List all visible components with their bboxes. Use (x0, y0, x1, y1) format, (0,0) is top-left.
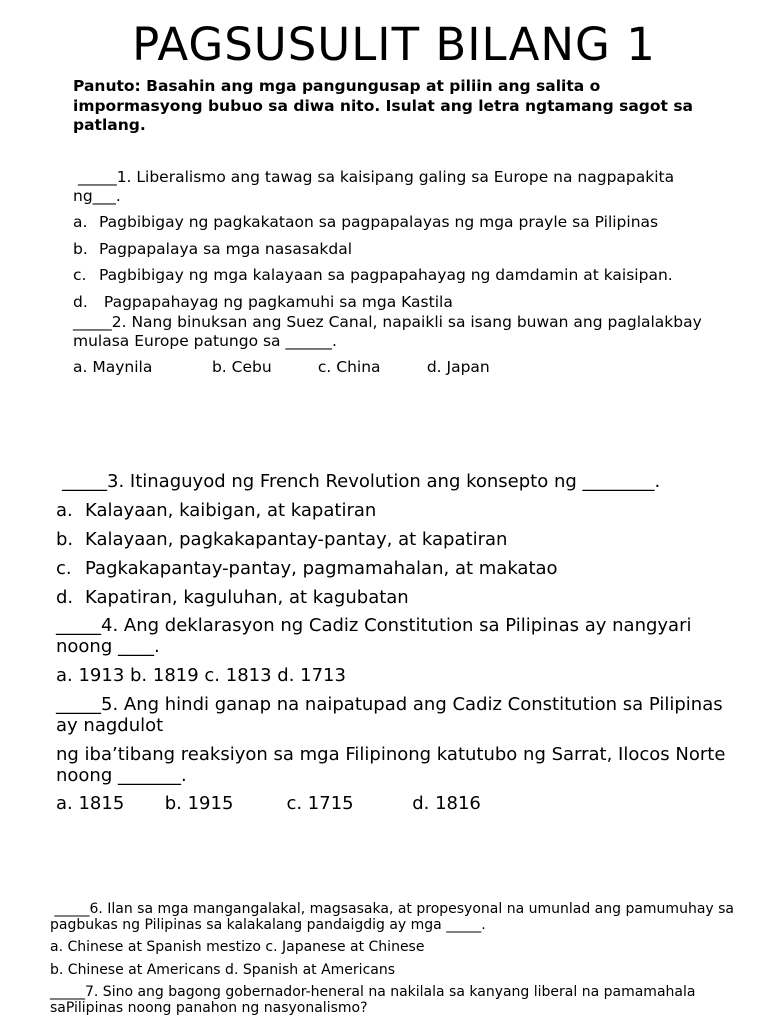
q1-option-b (73, 240, 713, 259)
option-text: Pagbibigay ng mga kalayaan sa pagpapahayag ng damdamin at kaisipan. (99, 266, 673, 284)
section-questions-1-2 (73, 168, 713, 377)
q5-option-c: c. 1715 (286, 793, 354, 814)
option-text: Kalayaan, pagkakapantay-pantay, at kapatiran (85, 529, 508, 550)
option-text: Pagkakapantay-pantay, pagmamahalan, at makatao (85, 558, 558, 579)
q2-option-a: a. Maynila (73, 358, 153, 376)
option-letter: d. (56, 587, 74, 608)
q3-option-c (56, 558, 736, 579)
question-1: _____1. Liberalismo ang tawag sa kaisipang galing sa Europe na nagpapakita ng___. (73, 168, 680, 205)
question-5-continued: ng iba’tibang reaksiyon sa mga Filipinong katutubo ng Sarrat, Ilocos Norte noong _______. (56, 744, 726, 786)
q6-options-line-2: b. Chinese at Americans d. Spanish at Americans (50, 962, 396, 978)
q1-option-c (73, 266, 713, 285)
q3-option-b (56, 529, 736, 550)
q3-option-a (56, 500, 736, 521)
page-title: PAGSUSULIT BILANG 1 (132, 18, 656, 71)
option-letter: d. (73, 292, 88, 311)
option-letter: a. (73, 213, 88, 231)
q5-option-a: a. 1815 (56, 793, 125, 814)
question-5: _____5. Ang hindi ganap na naipatupad ang Cadiz Constitution sa Pilipinas ay nagdulot (56, 694, 723, 736)
section-questions-6-7 (50, 901, 750, 1016)
q3-option-d (56, 587, 736, 608)
q4-options: a. 1913 b. 1819 c. 1813 d. 1713 (56, 665, 346, 686)
q6-options-line-1: a. Chinese at Spanish mestizo c. Japanese at Chinese (50, 939, 425, 955)
q2-options (73, 358, 713, 377)
option-text: Kapatiran, kaguluhan, at kagubatan (85, 587, 409, 608)
option-text: Pagpapalaya sa mga nasasakdal (99, 239, 353, 258)
q1-option-d (73, 293, 713, 312)
question-7: _____7. Sino ang bagong gobernador-heneral na nakilala sa kanyang liberal na pamamahala saPilipinas noong panahon ng nasyonalismo? (50, 984, 696, 1016)
q2-option-d: d. Japan (426, 358, 490, 376)
option-letter: b. (56, 529, 74, 550)
q5-options (56, 793, 736, 814)
question-3: _____3. Itinaguyod ng French Revolution ang konsepto ng ________. (62, 471, 661, 492)
option-letter: a. (56, 500, 73, 521)
option-text: Kalayaan, kaibigan, at kapatiran (85, 500, 377, 521)
question-4: _____4. Ang deklarasyon ng Cadiz Constitution sa Pilipinas ay nangyari noong ____. (56, 615, 692, 657)
option-letter: c. (56, 558, 72, 579)
option-text: Pagpapahayag ng pagkamuhi sa mga Kastila (99, 292, 453, 311)
option-letter: c. (73, 266, 87, 284)
option-text: Pagbibigay ng pagkakataon sa pagpapalayas ng mga prayle sa Pilipinas (99, 213, 659, 231)
instructions: Panuto: Basahin ang mga pangungusap at piliin ang salita o impormasyong bubuo sa diwa nito. Isulat ang letra ngtamang sagot sa patlang. (73, 77, 694, 134)
question-6: _____6. Ilan sa mga mangangalakal, magsasaka, at propesyonal na umunlad ang pamumuhay sa pagbukas ng Pilipinas sa kalakalang pandaigdig ay mga _____. (50, 901, 739, 933)
q2-option-c: c. China (317, 358, 381, 376)
section-questions-3-5 (56, 471, 736, 814)
option-letter: b. (73, 239, 88, 258)
q2-option-b: b. Cebu (211, 358, 272, 376)
q5-option-d: d. 1816 (412, 793, 481, 814)
question-2: _____2. Nang binuksan ang Suez Canal, napaikli sa isang buwan ang paglalakbay mulasa Europe patungo sa ______. (73, 313, 702, 350)
q5-option-b: b. 1915 (164, 793, 234, 814)
q1-option-a (73, 213, 713, 232)
